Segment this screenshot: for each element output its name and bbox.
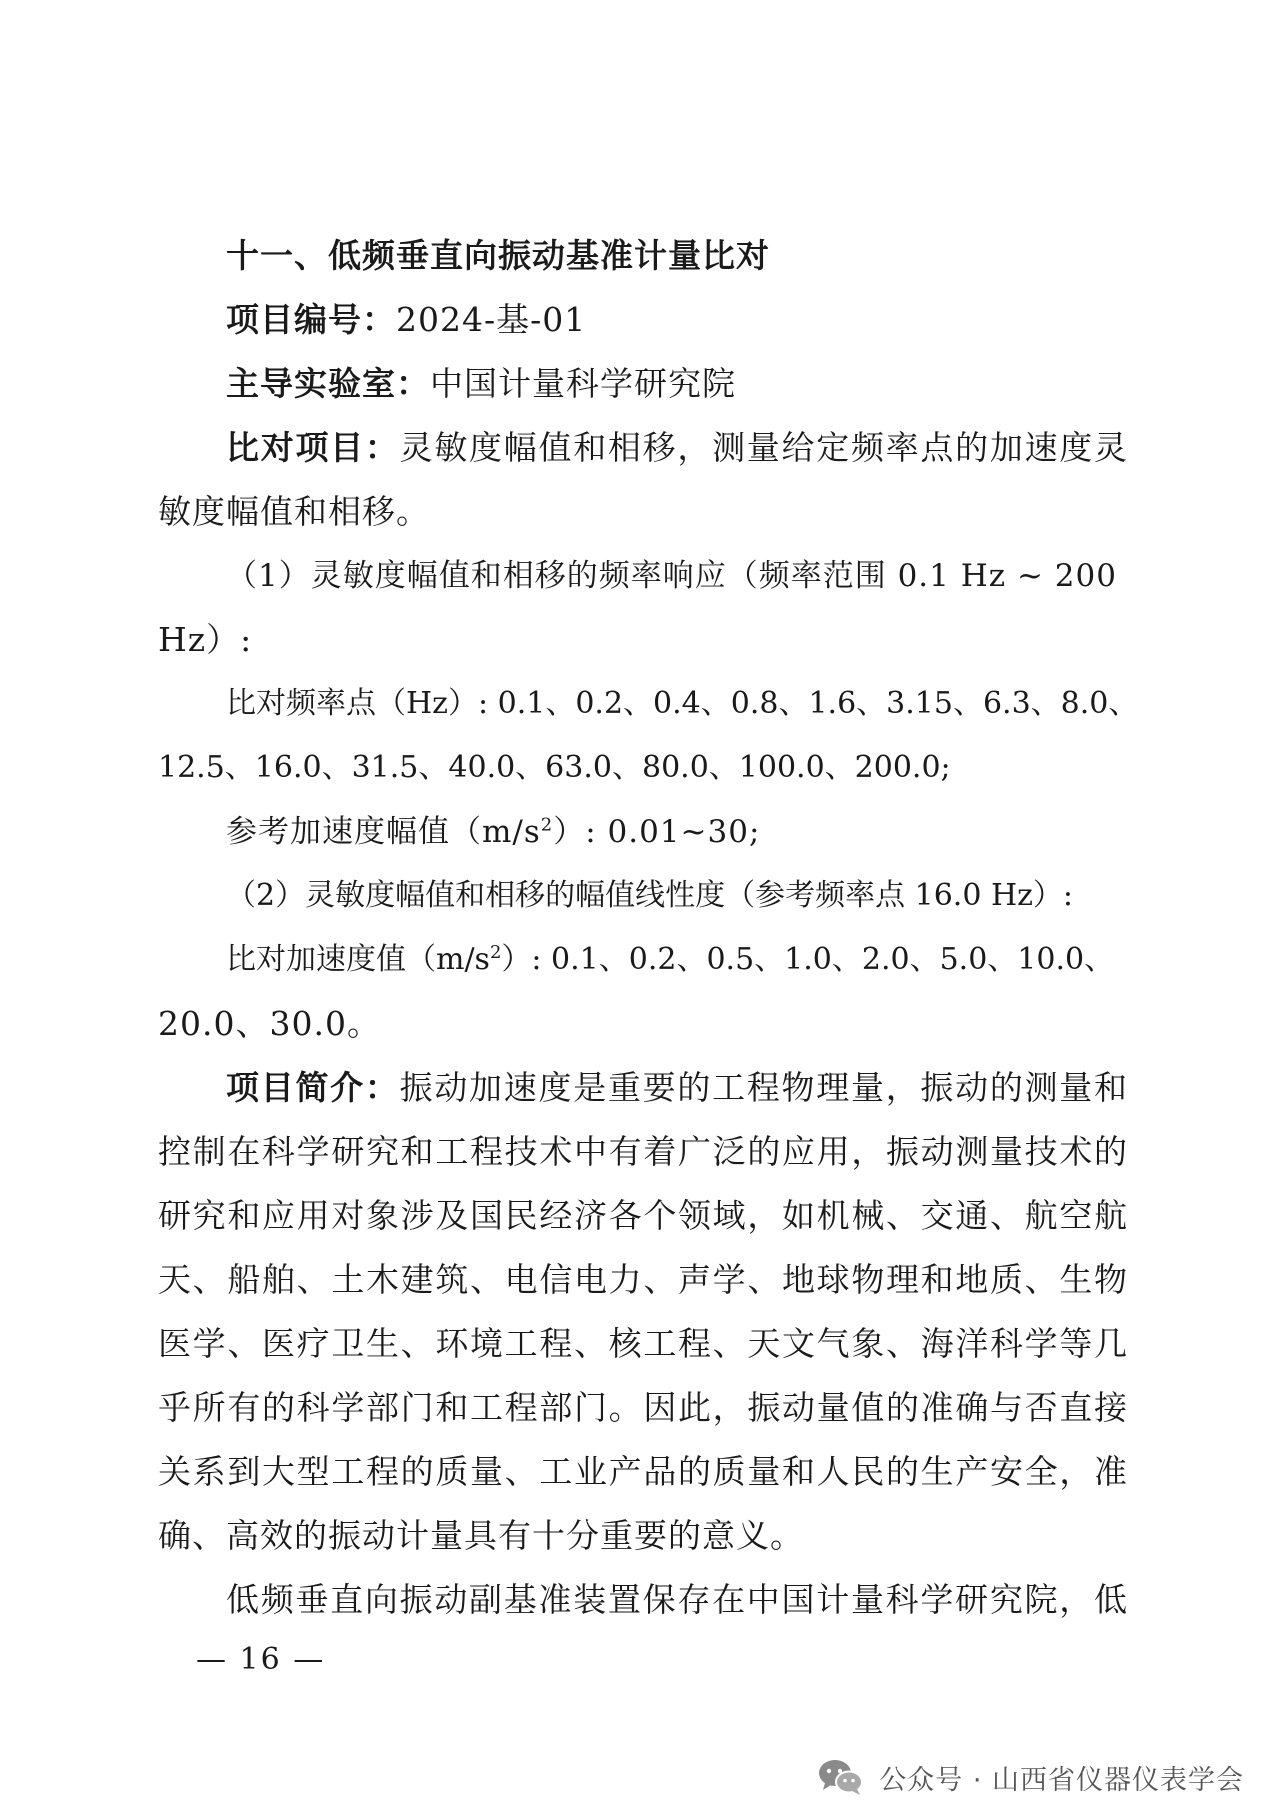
comparison-items-label: 比对项目： <box>226 428 400 467</box>
accel-values-sup: 2 <box>489 942 502 963</box>
intro-line7: 关系到大型工程的质量、工业产品的质量和人民的生产安全，准 <box>158 1452 1128 1491</box>
project-number-value: 2024-基-01 <box>396 300 587 339</box>
frequency-points-line2: 12.5、16.0、31.5、40.0、63.0、80.0、100.0、200.0; <box>158 750 951 785</box>
reference-accel-prefix: 参考加速度幅值（m/s <box>226 814 541 850</box>
accel-values-prefix: 比对加速度值（m/s <box>226 942 490 977</box>
project-number-label: 项目编号： <box>226 300 396 339</box>
lead-lab <box>226 364 1128 404</box>
intro-line4: 天、船舶、土木建筑、电信电力、声学、地球物理和地质、生物 <box>158 1260 1128 1299</box>
lead-lab-value: 中国计量科学研究院 <box>430 364 736 403</box>
lead-lab-label: 主导实验室： <box>226 364 430 403</box>
comparison-items-line2: 敏度幅值和相移。 <box>158 492 430 531</box>
wechat-icon <box>817 1757 865 1797</box>
section-heading: 十一、低频垂直向振动基准计量比对 <box>226 236 770 275</box>
comparison-items-line1 <box>226 428 1128 468</box>
intro-line2: 控制在科学研究和工程技术中有着广泛的应用，振动测量技术的 <box>158 1132 1128 1171</box>
accel-values-suffix: ）: 0.1、0.2、0.5、1.0、2.0、5.0、10.0、 <box>501 942 1115 977</box>
page-number: — 16 — <box>196 1642 326 1677</box>
watermark-text: 公众号 · 山西省仪器仪表学会 <box>879 1764 1244 1796</box>
intro-line5: 医学、医疗卫生、环境工程、核工程、天文气象、海洋科学等几 <box>158 1324 1128 1363</box>
wechat-watermark <box>817 1755 1244 1799</box>
frequency-points-line1: 比对频率点（Hz）: 0.1、0.2、0.4、0.8、1.6、3.15、6.3、8.0、 <box>226 686 1139 721</box>
accel-values-line2: 20.0、30.0。 <box>158 1004 381 1043</box>
intro-line8: 确、高效的振动计量具有十分重要的意义。 <box>158 1516 804 1555</box>
item1-line1: （1）灵敏度幅值和相移的频率响应（频率范围 0.1 Hz ~ 200 <box>226 558 1117 594</box>
reference-accel-sup: 2 <box>540 814 554 836</box>
reference-accel-suffix: ）: 0.01~30; <box>553 814 761 850</box>
intro-line3: 研究和应用对象涉及国民经济各个领域，如机械、交通、航空航 <box>158 1196 1128 1235</box>
intro-text: 振动加速度是重要的工程物理量，振动的测量和 <box>399 1068 1129 1107</box>
intro-line1 <box>226 1068 1128 1108</box>
comparison-items-text: 灵敏度幅值和相移，测量给定频率点的加速度灵 <box>399 428 1129 467</box>
project-number <box>226 300 1128 340</box>
accel-values-line1 <box>226 940 1128 980</box>
reference-acceleration <box>226 812 1128 852</box>
last-paragraph-line1: 低频垂直向振动副基准装置保存在中国计量科学研究院，低 <box>226 1580 1128 1619</box>
intro-label: 项目简介： <box>226 1068 400 1107</box>
intro-line6: 乎所有的科学部门和工程部门。因此，振动量值的准确与否直接 <box>158 1388 1128 1427</box>
item2-line1: （2）灵敏度幅值和相移的幅值线性度（参考频率点 16.0 Hz）: <box>226 878 1074 913</box>
item1-line2: Hz）: <box>158 620 253 659</box>
